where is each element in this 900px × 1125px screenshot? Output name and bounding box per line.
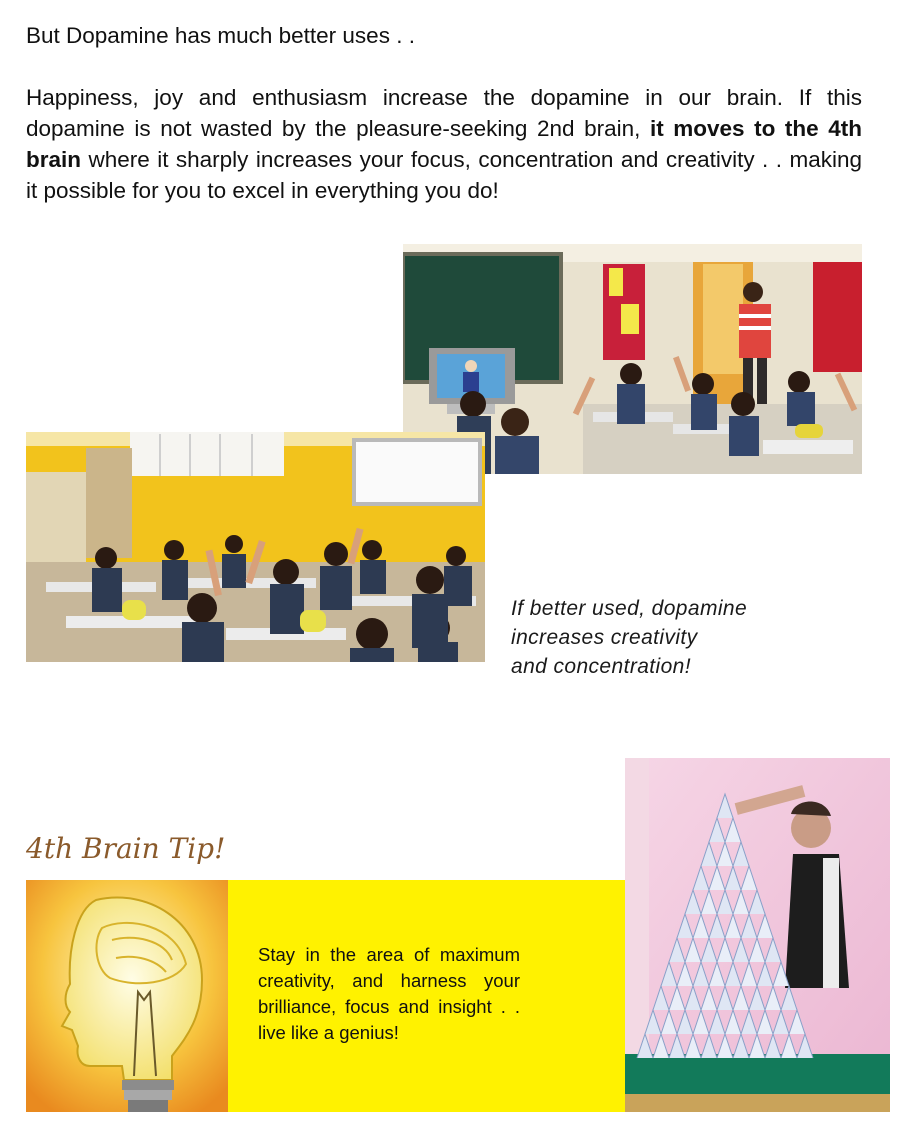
intro-body-start: Happiness, joy and enthusiasm increase the dopamine in our brain. If this dopamine is not wasted by the pleasure-seeking 2nd brain, (26, 85, 862, 141)
intro-section (26, 20, 862, 206)
intro-body-end: where it sharply increases your focus, concentration and creativity . . making it possible for you to excel in everything you do! (26, 147, 862, 203)
intro-body (26, 82, 862, 206)
lightbulb-head-icon (26, 880, 228, 1112)
classroom-photo-yellow (26, 432, 485, 662)
tip-heading: 4th Brain Tip! (26, 832, 226, 865)
tip-box (228, 880, 625, 1112)
caption-line-1: If better used, dopamine (511, 597, 748, 620)
tip-text: Stay in the area of maximum creativity, and harness your brilliance, focus and insight . . live like a genius! (258, 944, 520, 1043)
intro-lead: But Dopamine has much better uses . . (26, 23, 415, 48)
caption-line-2: increases creativity (511, 626, 698, 649)
photo-caption (511, 594, 851, 681)
intro-body-bold: it moves to the 4th brain (26, 116, 862, 172)
caption-line-3: and concentration! (511, 655, 691, 678)
house-of-cards-photo (625, 758, 890, 1112)
